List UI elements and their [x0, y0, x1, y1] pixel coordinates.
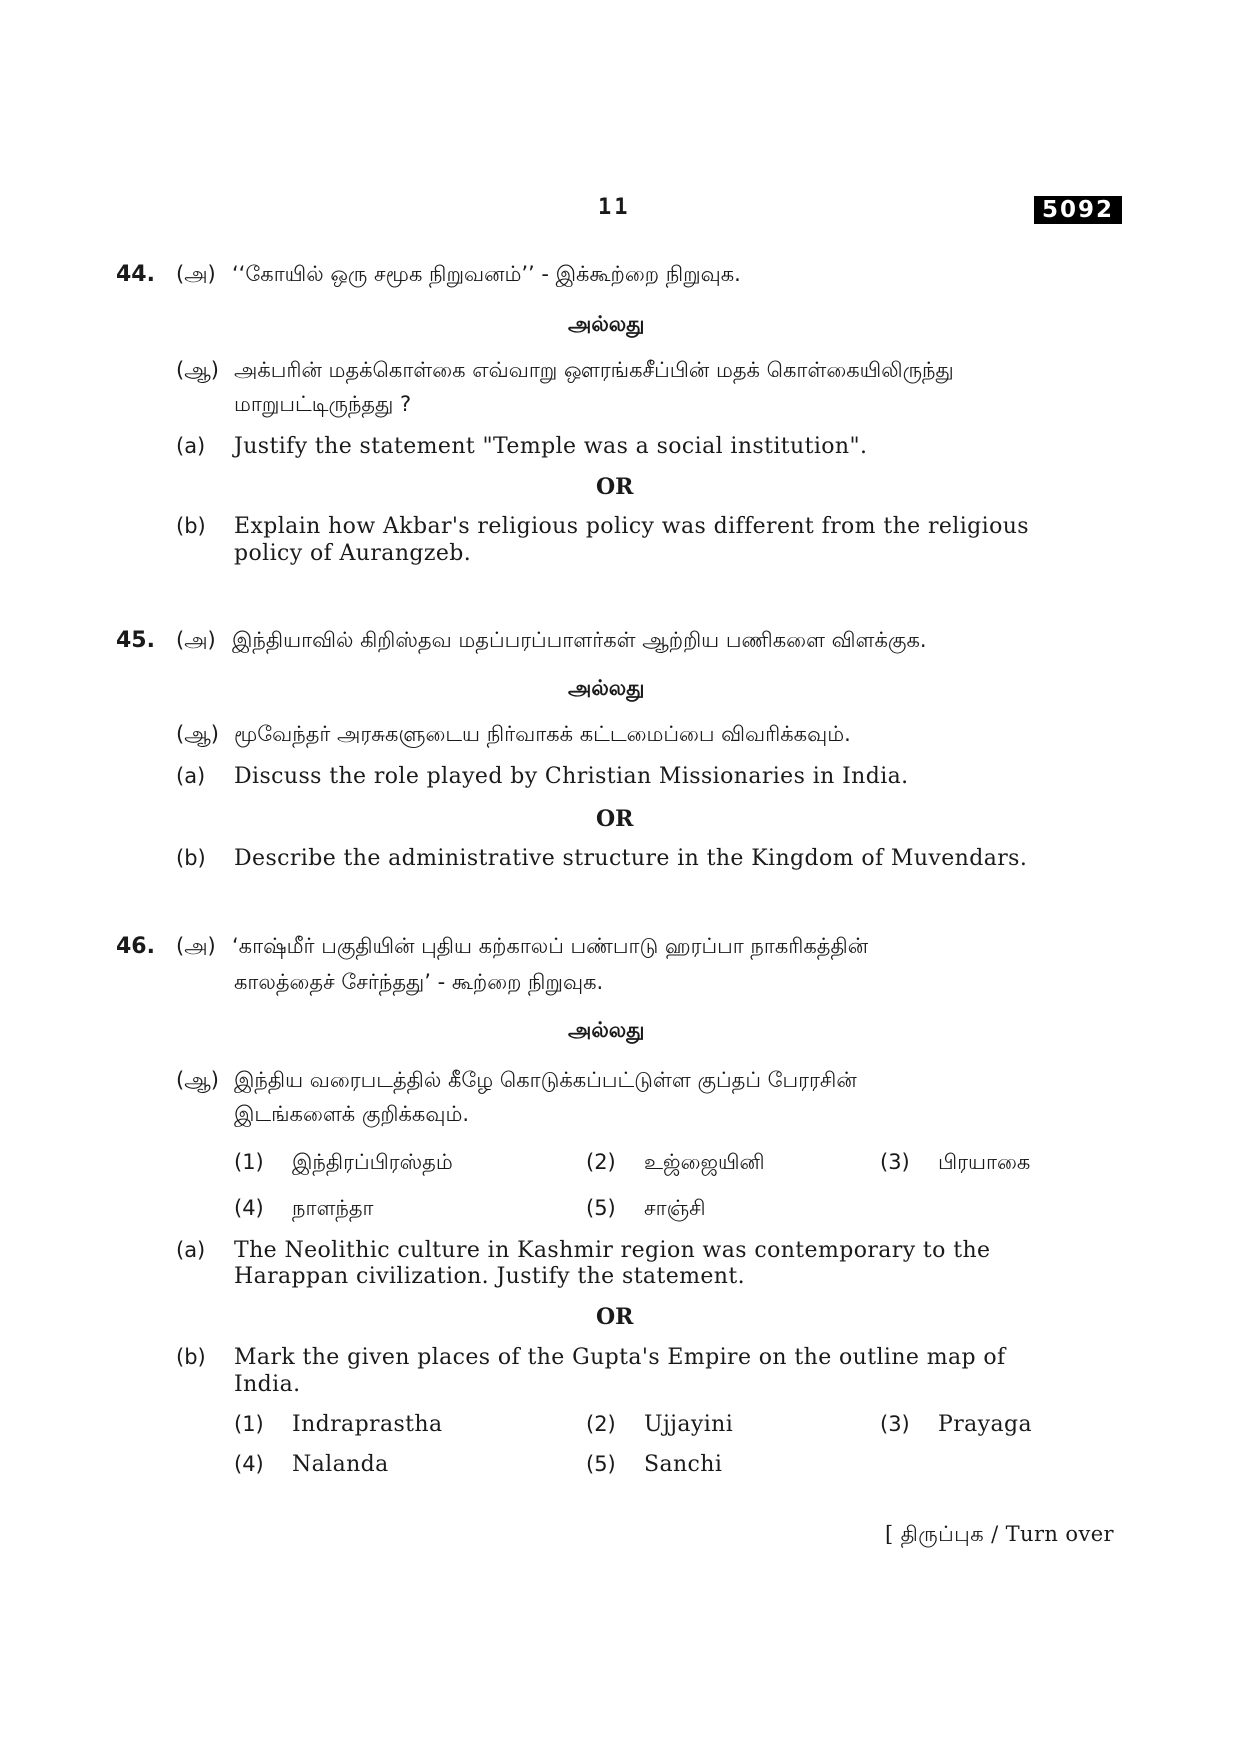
place-ta-3: பிரயாகை	[938, 1150, 1031, 1174]
question-text-en-b: Mark the given places of the Gupta's Empire on the outline map of	[234, 1345, 1006, 1370]
place-number: (1)	[234, 1412, 264, 1436]
place-en-5: Sanchi	[644, 1452, 723, 1477]
question-text-en-a: The Neolithic culture in Kashmir region was contemporary to the	[234, 1238, 991, 1263]
option-label-ta-a: (அ)	[176, 628, 216, 652]
or-separator-ta: அல்லது	[568, 1018, 645, 1042]
option-label-ta-b: (ஆ)	[176, 722, 219, 746]
question-text-ta-a-cont: காலத்தைச் சேர்ந்தது’ - கூற்றை நிறுவுக.	[234, 970, 604, 994]
question-text-ta-b: அக்பரின் மதக்கொள்கை எவ்வாறு ஔரங்கசீப்பின் மதக் கொள்கையிலிருந்து	[234, 358, 954, 382]
place-ta-4: நாளந்தா	[292, 1196, 374, 1220]
question-number: 44.	[116, 262, 155, 287]
question-text-en-b: Explain how Akbar's religious policy was different from the religious	[234, 514, 1029, 539]
place-number: (3)	[880, 1150, 910, 1174]
question-text-en-a: Justify the statement "Temple was a social institution".	[234, 434, 868, 459]
question-text-en-b: Describe the administrative structure in the Kingdom of Muvendars.	[234, 846, 1028, 871]
place-number: (5)	[586, 1196, 616, 1220]
question-text-ta-a: ‘காஷ்மீர் பகுதியின் புதிய கற்காலப் பண்பாடு ஹரப்பா நாகரிகத்தின்	[232, 934, 869, 958]
place-ta-2: உஜ்ஜையினி	[644, 1150, 765, 1174]
option-label-ta-a: (அ)	[176, 934, 216, 958]
place-ta-1: இந்திரப்பிரஸ்தம்	[292, 1150, 453, 1174]
question-text-en-b-cont: policy of Aurangzeb.	[234, 541, 472, 566]
question-text-ta-a: ‘‘கோயில் ஒரு சமூக நிறுவனம்’’ - இக்கூற்றை நிறுவுக.	[232, 262, 741, 286]
question-text-en-a: Discuss the role played by Christian Missionaries in India.	[234, 764, 909, 789]
place-en-4: Nalanda	[292, 1452, 389, 1477]
place-en-3: Prayaga	[938, 1412, 1032, 1437]
place-number: (2)	[586, 1150, 616, 1174]
page-number: 11	[598, 195, 631, 220]
option-label-en-a: (a)	[176, 1238, 206, 1262]
question-text-ta-b: மூவேந்தர் அரசுகளுடைய நிர்வாகக் கட்டமைப்பை விவரிக்கவும்.	[234, 722, 851, 746]
question-number: 45.	[116, 628, 155, 653]
place-number: (3)	[880, 1412, 910, 1436]
question-text-ta-b-cont: மாறுபட்டிருந்தது ?	[234, 392, 412, 416]
question-text-ta-a: இந்தியாவில் கிறிஸ்தவ மதப்பரப்பாளர்கள் ஆற்றிய பணிகளை விளக்குக.	[232, 628, 927, 652]
option-label-en-b: (b)	[176, 514, 206, 538]
place-number: (1)	[234, 1150, 264, 1174]
place-number: (4)	[234, 1196, 264, 1220]
or-separator-en: OR	[596, 1304, 634, 1330]
place-number: (2)	[586, 1412, 616, 1436]
option-label-en-b: (b)	[176, 1345, 206, 1369]
place-number: (4)	[234, 1452, 264, 1476]
option-label-en-a: (a)	[176, 764, 206, 788]
question-text-ta-b-cont: இடங்களைக் குறிக்கவும்.	[234, 1102, 470, 1126]
place-ta-5: சாஞ்சி	[644, 1196, 706, 1220]
question-text-en-a-cont: Harappan civilization. Justify the statement.	[234, 1264, 745, 1289]
place-en-2: Ujjayini	[644, 1412, 734, 1437]
option-label-ta-b: (ஆ)	[176, 358, 219, 382]
option-label-en-a: (a)	[176, 434, 206, 458]
or-separator-en: OR	[596, 474, 634, 500]
turn-over-note: [ திருப்புக / Turn over	[885, 1522, 1114, 1546]
place-number: (5)	[586, 1452, 616, 1476]
option-label-en-b: (b)	[176, 846, 206, 870]
question-text-en-b-cont: India.	[234, 1372, 301, 1397]
or-separator-ta: அல்லது	[568, 676, 645, 700]
or-separator-en: OR	[596, 806, 634, 832]
question-number: 46.	[116, 934, 155, 959]
paper-code-badge: 5092	[1034, 196, 1122, 224]
place-en-1: Indraprastha	[292, 1412, 443, 1437]
or-separator-ta: அல்லது	[568, 312, 645, 336]
option-label-ta-b: (ஆ)	[176, 1068, 219, 1092]
option-label-ta-a: (அ)	[176, 262, 216, 286]
question-text-ta-b: இந்திய வரைபடத்தில் கீழே கொடுக்கப்பட்டுள்ள குப்தப் பேரரசின்	[234, 1068, 857, 1092]
